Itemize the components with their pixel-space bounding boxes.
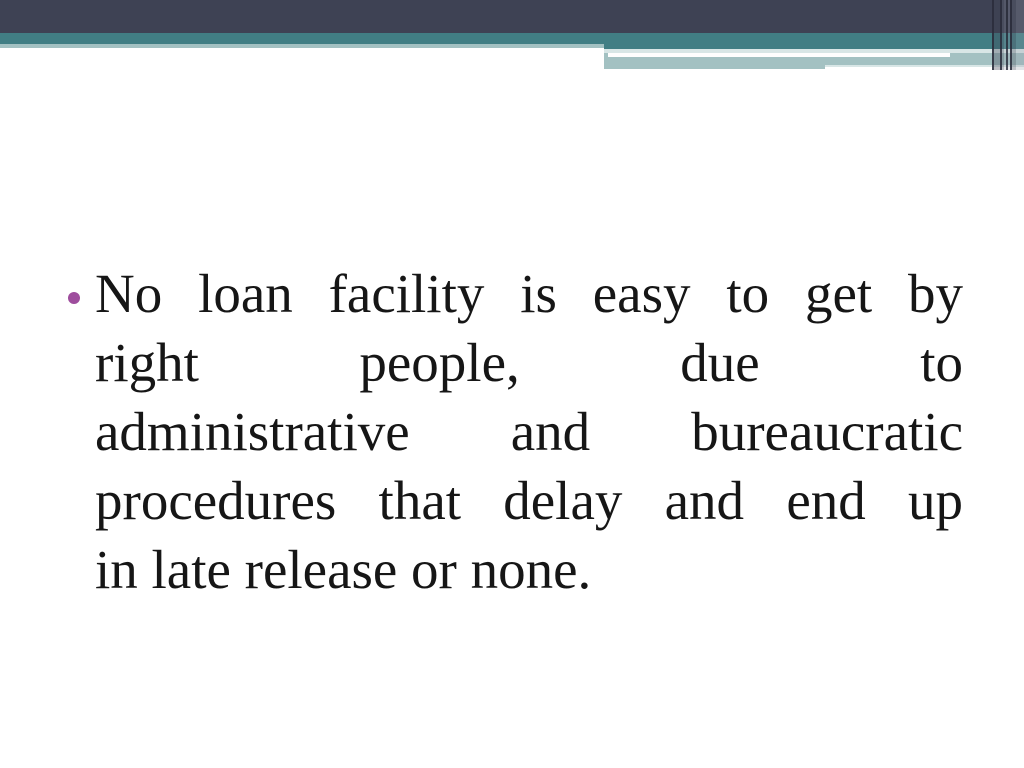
header-teal-band-right — [604, 33, 1024, 49]
bullet-text-line: No loan facility is easy to get by — [95, 263, 963, 324]
bullet-text-line: in late release or none. — [95, 539, 592, 600]
bullet-marker — [68, 292, 80, 304]
header-light-band-step — [604, 65, 825, 69]
bullet-text-line: administrative and bureaucratic — [95, 401, 963, 462]
header-dark-band — [0, 0, 1024, 33]
bullet-text-line: right people, due to — [95, 332, 963, 393]
bullet-text-line: procedures that delay and end up — [95, 470, 963, 531]
header-teal-band-left — [0, 33, 604, 44]
header-white-inset-line — [608, 53, 950, 57]
bullet-text-block — [95, 259, 963, 604]
header-light-band-left — [0, 44, 604, 48]
header-pale-line-bottom — [825, 65, 1024, 67]
